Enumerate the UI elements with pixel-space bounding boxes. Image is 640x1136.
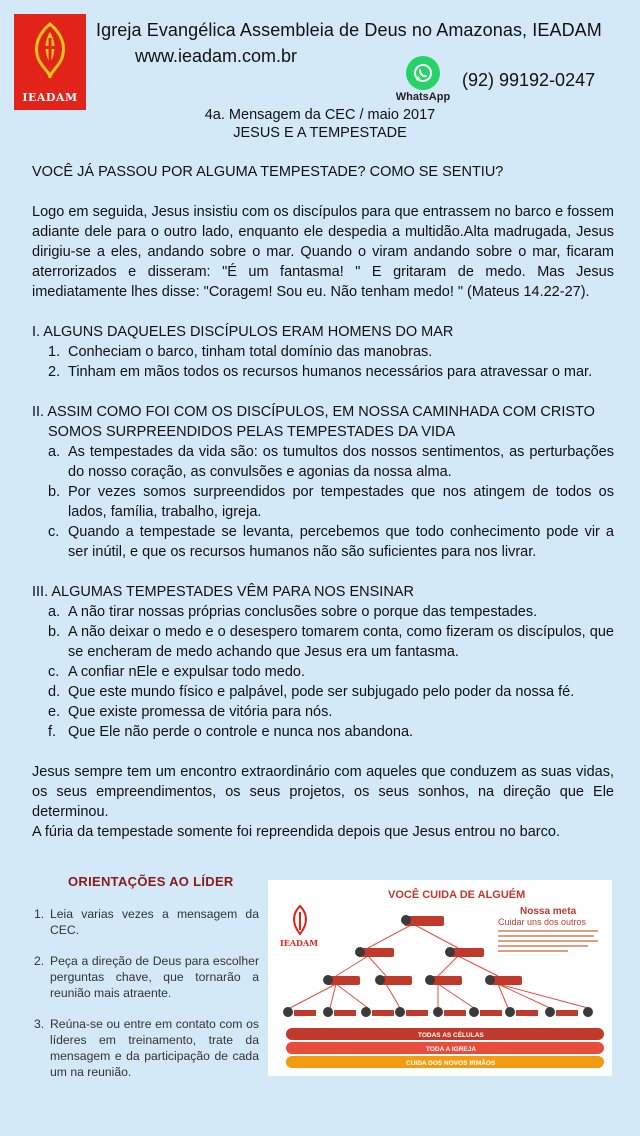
leader-section xyxy=(0,866,640,1136)
org-url[interactable]: www.ieadam.com.br xyxy=(135,46,298,66)
list-item: b. A não deixar o medo e o desespero tomarem conta, como fizeram os discípulos, que se encheram de medo achando que Jesus era um fantasma. xyxy=(48,624,614,660)
list-item: a. As tempestades da vida são: os tumultos dos nossos sentimentos, as perturbações do nosso coração, as convulsões e agonias da nossa alma. xyxy=(48,444,614,480)
closing-statement: A fúria da tempestade somente foi repreendida depois que Jesus entrou no barco. xyxy=(32,824,560,840)
closing-paragraph: Jesus sempre tem um encontro extraordinário com aqueles que conduzem as suas vidas, os seus empreendimentos, os seus projetos, os seus sonhos, na direção que Ele determinou. xyxy=(32,764,614,820)
dove-flame-icon xyxy=(24,20,76,82)
list-item: 2. Tinham em mãos todos os recursos humanos necessários para atravessar o mar. xyxy=(48,364,593,380)
list-item: c. A confiar nEle e expulsar todo medo. xyxy=(48,664,305,680)
opening-question: VOCÊ JÁ PASSOU POR ALGUMA TEMPESTADE? COMO SE SENTIU? xyxy=(32,164,504,180)
section-2-list xyxy=(32,442,614,562)
bar-new-members: CUIDA DOS NOVOS IRMÃOS xyxy=(406,1060,496,1067)
phone-number: (92) 99192-0247 xyxy=(462,70,596,90)
meta-title: Nossa meta xyxy=(520,906,577,917)
logo-text: IEADAM xyxy=(22,91,78,104)
list-item: 1. Leia varias vezes a mensagem da CEC. xyxy=(34,907,259,937)
list-item: 3. Reúna-se ou entre em contato com os líderes em treinamento, trate da mensagem e da participação de cada um na reunião. xyxy=(34,1017,259,1079)
leader-guidance-list xyxy=(34,906,259,1095)
whatsapp-icon xyxy=(406,56,440,90)
message-title: JESUS E A TEMPESTADE xyxy=(233,125,407,141)
whatsapp-label: WhatsApp xyxy=(395,91,451,103)
section-3-list xyxy=(32,602,614,742)
message-subtitle xyxy=(0,106,640,142)
list-item: e. Que existe promessa de vitória para nós. xyxy=(48,704,333,720)
section-2-title-cont: SOMOS SURPREENDIDOS PELAS TEMPESTADES DA VIDA xyxy=(48,424,456,440)
small-logo-text: IEADAM xyxy=(280,938,319,948)
care-network-diagram xyxy=(268,880,612,1076)
ieadam-logo xyxy=(14,14,86,110)
bar-whole-church: TODA A IGREJA xyxy=(426,1046,477,1053)
care-network-infographic xyxy=(268,880,612,1076)
list-item: f. Que Ele não perde o controle e nunca nos abandona. xyxy=(48,724,414,740)
subtitle-line1: 4a. Mensagem da CEC / maio 2017 xyxy=(204,107,436,123)
section-2-title: II. ASSIM COMO FOI COM OS DISCÍPULOS, EM NOSSA CAMINHADA COM CRISTO xyxy=(32,404,595,420)
infographic-title: VOCÊ CUIDA DE ALGUÉM xyxy=(388,889,526,901)
list-item: 2. Peça a direção de Deus para escolher perguntas chave, que tornarão a reunião mais atraente. xyxy=(34,954,259,1000)
list-item: d. Que este mundo físico e palpável, pode ser subjugado pelo poder da nossa fé. xyxy=(48,684,575,700)
list-item: b. Por vezes somos surpreendidos por tempestades que nos atingem de todos os lados, família, trabalho, igreja. xyxy=(48,484,614,520)
section-1-title: I. ALGUNS DAQUELES DISCÍPULOS ERAM HOMENS DO MAR xyxy=(32,324,454,340)
list-item: a. A não tirar nossas próprias conclusões sobre o porque das tempestades. xyxy=(48,604,538,620)
intro-paragraph: Logo em seguida, Jesus insistiu com os discípulos para que entrassem no barco e fossem adiante dele para o outro lado, enquanto ele despedia a multidão.Alta madrugada, Jesus dirigiu-se a eles, andando sobre o mar. Quando o viram andando sobre o mar, ficaram aterrorizados e disseram: "É um fantasma! " E gritaram de medo. Mas Jesus imediatamente lhes disse: "Coragem! Sou eu. Não tenham medo! " (Mateus 14.22-27). xyxy=(32,204,614,300)
leader-guidance-title: ORIENTAÇÕES AO LÍDER xyxy=(68,874,234,889)
meta-subtitle: Cuidar uns dos outros xyxy=(498,917,587,927)
section-1-list xyxy=(32,342,614,382)
bar-all-cells: TODAS AS CÉLULAS xyxy=(418,1032,484,1039)
list-item: 1. Conheciam o barco, tinham total domínio das manobras. xyxy=(48,344,433,360)
message-body xyxy=(32,162,614,842)
small-logo-icon xyxy=(278,902,322,948)
list-item: c. Quando a tempestade se levanta, percebemos que todo conhecimento pode vir a ser inútil, e que os recursos humanos não são suficientes para nos livrar. xyxy=(48,524,614,560)
whatsapp-badge xyxy=(388,56,458,103)
org-name: Igreja Evangélica Assembleia de Deus no Amazonas, IEADAM xyxy=(96,20,602,40)
section-3-title: III. ALGUMAS TEMPESTADES VÊM PARA NOS ENSINAR xyxy=(32,584,414,600)
